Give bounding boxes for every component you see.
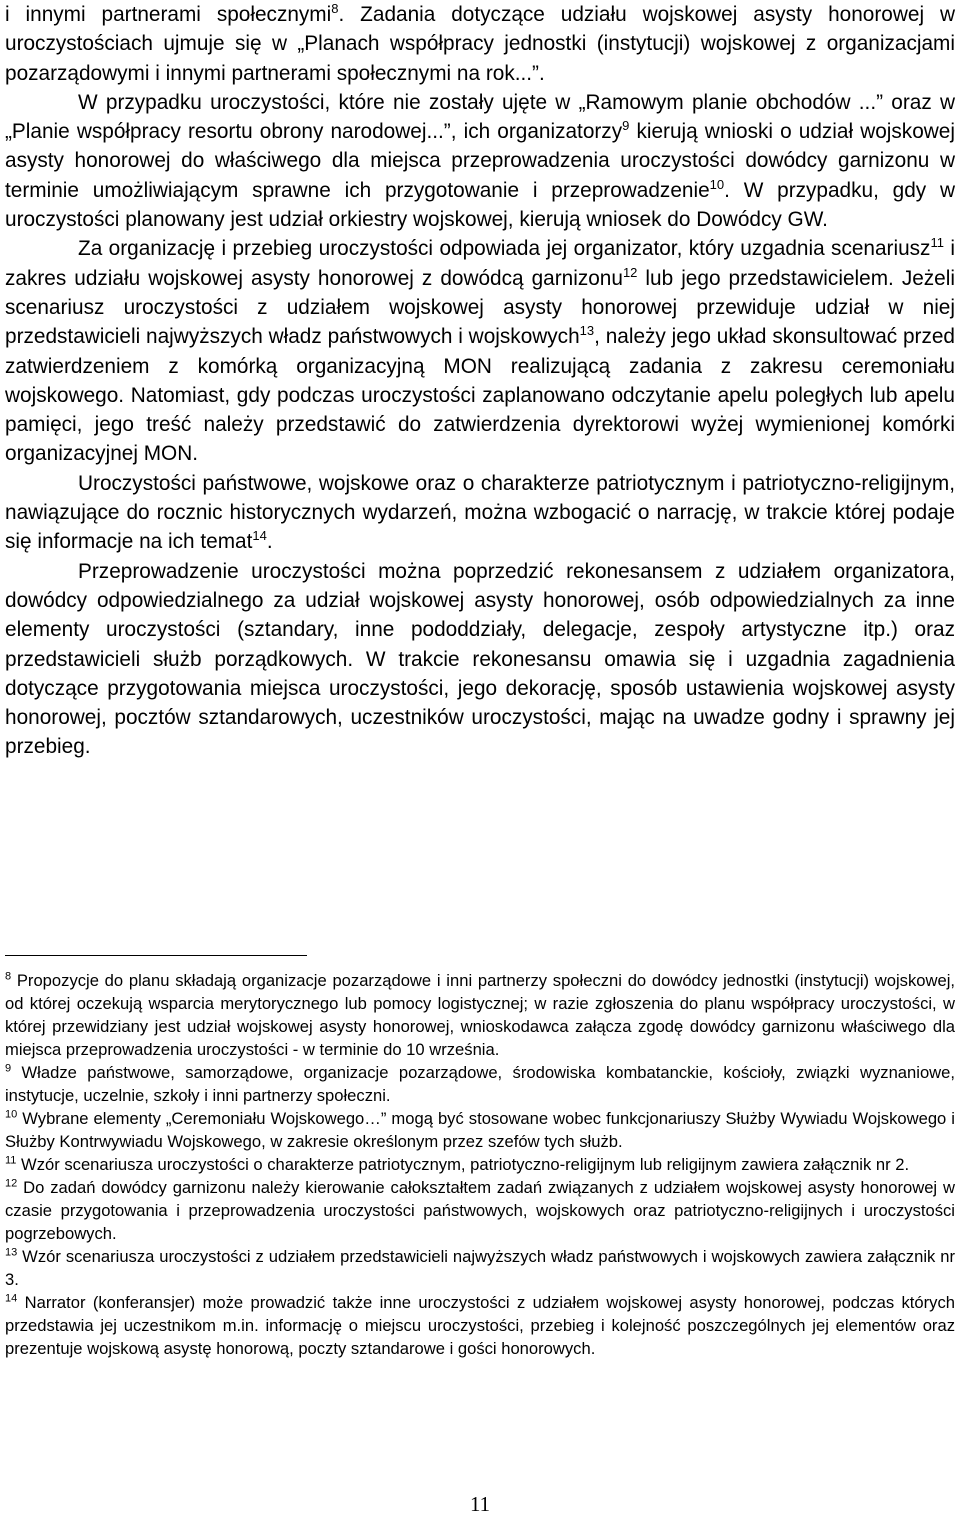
- footnote-text: Narrator (konferansjer) może prowadzić także inne uroczystości z udziałem wojskowej asysty honorowej, podczas których przedstawia jej uczestnikom m.in. informację o miejscu uroczystości, przebieg i kolejność poszczególnych jej elementów oraz prezentuje wojskową asystę honorową, poczty sztandarowe i gości honorowych.: [5, 1293, 955, 1358]
- footnote-8: [5, 969, 955, 1061]
- footnote-ref-9[interactable]: 9: [622, 118, 630, 134]
- text-run: kierują wnioski o udział wojskowej asysty honorowej do właściwego dla miejsca przeprowadzenia uroczystości dowódcy garnizonu w terminie umożliwiającym sprawne ich przygotowanie i przeprowadzenie: [5, 120, 955, 202]
- footnote-text: Wybrane elementy „Ceremoniału Wojskowego…” mogą być stosowane wobec funkcjonariuszy Służby Wywiadu Wojskowego i Służby Kontrwywiadu Wojskowego, w zakresie określonym przez szefów tych służb.: [5, 1109, 955, 1151]
- footnote-ref-14[interactable]: 14: [252, 528, 267, 544]
- text-run: Uroczystości państwowe, wojskowe oraz o charakterze patriotycznym i patriotyczno-religijnym, nawiązujące do rocznic historycznych wydarzeń, można wzbogacić o narrację, w trakcie której podaje się informacje na ich temat: [5, 471, 955, 554]
- footnote-number: 13: [5, 1246, 18, 1259]
- footnote-separator: [5, 955, 307, 956]
- footnotes-section: [5, 969, 955, 1360]
- text-run: i zakres udziału wojskowej asysty honorowej z dowódcą garnizonu: [5, 237, 955, 290]
- footnote-number: 10: [5, 1108, 18, 1121]
- footnote-text: Wzór scenariusza uroczystości o charakterze patriotycznym, patriotyczno-religijnym lub religijnym zawiera załącznik nr 2.: [16, 1155, 910, 1174]
- footnote-ref-10[interactable]: 10: [709, 176, 725, 192]
- footnote-number: 11: [5, 1154, 17, 1167]
- paragraph-organizacja-przebieg: [5, 234, 955, 468]
- footnote-text: Władze państwowe, samorządowe, organizacje pozarządowe, środowiska kombatanckie, kościoły, związki wyznaniowe, instytucje, uczelnie, szkoły i inni partnerzy społeczni.: [5, 1063, 955, 1105]
- paragraph-narracja: [5, 469, 955, 557]
- footnote-number: 12: [5, 1177, 18, 1190]
- footnote-10: [5, 1107, 955, 1153]
- document-page: [5, 0, 955, 762]
- footnote-13: [5, 1245, 955, 1291]
- text-run: . Zadania dotyczące udziału wojskowej asysty honorowej w uroczystościach ujmuje się w „Planach współpracy jednostki (instytucji) wojskowej z organizacjami pozarządowymi i innymi partnerami społecznymi na rok...”.: [5, 3, 955, 85]
- footnote-number: 8: [5, 970, 12, 983]
- paragraph-continuation: [5, 0, 955, 88]
- text-run: . W przypadku, gdy w uroczystości planowany jest udział orkiestry wojskowej, kierują wniosek do Dowódcy GW.: [5, 178, 955, 232]
- paragraph-rekonesans: [5, 557, 955, 762]
- text-run: Przeprowadzenie uroczystości można poprzedzić rekonesansem z udziałem organizatora, dowódcy odpowiedzialnego za udział wojskowej asysty honorowej, osób odpowiedzialnych za inne elementy uroczystości (sztandary, inne pododdziały, delegacje, zespoły artystyczne itp.) oraz przedstawicieli służb porządkowych. W trakcie rekonesansu omawia się i uzgadnia zagadnienia dotyczące przygotowania miejsca uroczystości, jego dekorację, sposób ustawienia wojskowej asysty honorowej, pocztów sztandarowych, uczestników uroczystości, mając na uwadze godny i sprawny jej przebieg.: [5, 559, 955, 759]
- footnote-14: [5, 1291, 955, 1360]
- text-run: .: [266, 530, 273, 554]
- footnote-text: Do zadań dowódcy garnizonu należy kierowanie całokształtem zadań związanych z udziałem wojskowej asysty honorowej w czasie przygotowania i przeprowadzenia uroczystości państwowych, wojskowych oraz patriotyczno-religijnych i uroczystości pogrzebowych.: [5, 1178, 955, 1243]
- footnote-11: [5, 1153, 955, 1176]
- paragraph-uroczystosci-nieujete: [5, 88, 955, 234]
- footnote-ref-12[interactable]: 12: [622, 264, 638, 280]
- footnote-number: 14: [5, 1292, 18, 1305]
- footnote-number: 9: [5, 1062, 12, 1075]
- footnote-ref-8[interactable]: 8: [331, 1, 339, 17]
- text-run: W przypadku uroczystości, które nie zostały ujęte w „Ramowym planie obchodów ...” oraz w „Planie współpracy resortu obrony narodowej...”, ich organizatorzy: [5, 90, 955, 144]
- footnote-9: [5, 1061, 955, 1107]
- footnote-12: [5, 1176, 955, 1245]
- footnote-ref-11[interactable]: 11: [930, 235, 944, 251]
- footnote-text: Propozycje do planu składają organizacje pozarządowe i inni partnerzy społeczni do dowódcy jednostki (instytucji) wojskowej, od której oczekują wsparcia merytorycznego lub pomocy logistycznej; w razie zgłoszenia do planu współpracy uroczystości, w której przewidziany jest udział wojskowej asysty honorowej, wnioskodawca załącza zgodę dowódcy garnizonu właściwego dla miejsca przeprowadzenia uroczystości - w terminie do 10 września.: [5, 971, 955, 1059]
- main-body-text: [5, 0, 955, 762]
- text-run: lub jego przedstawicielem. Jeżeli scenariusz uroczystości z udziałem wojskowej asysty honorowej przewiduje udział w niej przedstawicieli najwyższych władz państwowych i wojskowych: [5, 266, 955, 349]
- text-run: i innymi partnerami społecznymi: [5, 3, 332, 26]
- footnote-ref-13[interactable]: 13: [579, 323, 595, 339]
- page-number: 11: [469, 1493, 491, 1516]
- text-run: , należy jego układ skonsultować przed zatwierdzeniem z komórką organizacyjną MON realizującą zadania z zakresu ceremoniału wojskowego. Natomiast, gdy podczas uroczystości zaplanowano odczytanie apelu poległych lub apelu pamięci, jego treść należy przedstawić do zatwierdzenia dyrektorowi wyżej wymienionej komórki organizacyjnej MON.: [5, 325, 955, 466]
- text-run: Za organizację i przebieg uroczystości odpowiada jej organizator, który uzgadnia scenariusz: [78, 237, 931, 261]
- footnote-text: Wzór scenariusza uroczystości z udziałem przedstawicieli najwyższych władz państwowych i wojskowych zawiera załącznik nr 3.: [5, 1247, 955, 1289]
